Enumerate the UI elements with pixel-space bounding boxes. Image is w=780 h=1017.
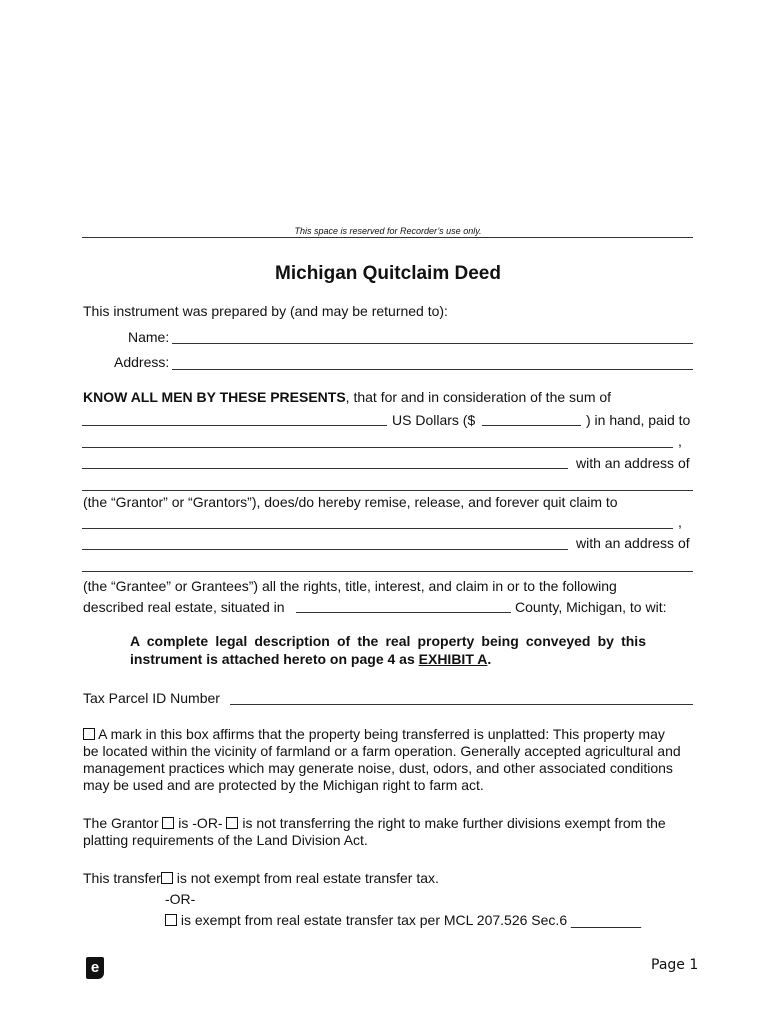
consideration-line xyxy=(83,389,611,405)
in-hand-label: ) in hand, paid to xyxy=(586,412,691,428)
grantee-with-address-label: with an address of xyxy=(576,535,690,551)
page-title: Michigan Quitclaim Deed xyxy=(275,263,501,284)
grantor-name-field[interactable] xyxy=(82,447,673,448)
division-paragraph xyxy=(83,815,695,849)
grantee-address-field-2[interactable] xyxy=(82,571,693,572)
transfer-lead-text: This transfer xyxy=(83,870,161,886)
prepared-by-text: This instrument was prepared by (and may be returned to): xyxy=(83,303,448,319)
name-field[interactable] xyxy=(172,343,693,344)
grantor-address-field-2[interactable] xyxy=(82,490,693,491)
situated-suffix: County, Michigan, to wit: xyxy=(515,599,667,615)
legal-description-line-2 xyxy=(130,650,646,668)
division-is-checkbox[interactable] xyxy=(162,817,174,829)
grantor-address-field-1[interactable] xyxy=(82,468,568,469)
transfer-line xyxy=(83,870,439,886)
grantee-address-field-1[interactable] xyxy=(82,549,568,550)
unplatted-line-1: A mark in this box affirms that the property being transferred is unplatted: This property may xyxy=(98,726,665,742)
address-field[interactable] xyxy=(172,369,693,370)
eforms-logo-letter: e xyxy=(90,959,100,976)
address-label: Address: xyxy=(114,354,170,370)
legal-description xyxy=(130,632,646,668)
legal-description-text: instrument is attached hereto on page 4 as xyxy=(130,651,419,667)
unplatted-paragraph xyxy=(83,726,695,794)
eforms-logo xyxy=(86,957,104,979)
not-exempt-checkbox[interactable] xyxy=(161,872,173,884)
consideration-text: , that for and in consideration of the sum of xyxy=(345,389,612,405)
unplatted-line-3: management practices which may generate noise, dust, odors, and other associated conditions xyxy=(83,760,673,776)
amount-number-field[interactable] xyxy=(482,425,581,426)
us-dollars-label: US Dollars ($ xyxy=(392,412,476,428)
division-grantor-text: The Grantor xyxy=(83,815,159,831)
exempt-text: is exempt from real estate transfer tax per MCL 207.526 Sec.6 _________ xyxy=(180,912,642,928)
unplatted-line-4: may be used and are protected by the Michigan right to farm act. xyxy=(83,777,484,793)
situated-prefix: described real estate, situated in xyxy=(83,599,285,615)
know-all-men-text: KNOW ALL MEN BY THESE PRESENTS xyxy=(83,389,346,405)
tax-parcel-label: Tax Parcel ID Number xyxy=(83,690,220,706)
unplatted-checkbox[interactable] xyxy=(83,728,95,740)
exempt-line xyxy=(165,912,641,928)
division-line-2: platting requirements of the Land Division Act. xyxy=(83,832,368,848)
exempt-checkbox[interactable] xyxy=(165,914,177,926)
recorder-divider xyxy=(82,237,693,238)
recorder-note: This space is reserved for Recorder’s use only. xyxy=(294,226,482,236)
division-is-not-text: is not transferring the right to make further divisions exempt from the xyxy=(242,815,666,831)
page-number: Page 1 xyxy=(651,957,699,973)
county-field[interactable] xyxy=(296,612,511,613)
grantee-clause: (the “Grantee” or Grantees”) all the rights, title, interest, and claim in or to the following xyxy=(83,578,617,594)
division-is-or-text: is -OR- xyxy=(178,815,223,831)
grantor-clause: (the “Grantor” or “Grantors”), does/do hereby remise, release, and forever quit claim to xyxy=(83,494,618,510)
amount-words-field[interactable] xyxy=(82,425,387,426)
grantor-with-address-label: with an address of xyxy=(576,455,690,471)
exhibit-a-link: EXHIBIT A xyxy=(418,651,488,667)
grantee-name-field[interactable] xyxy=(82,528,673,529)
grantor-name-comma: , xyxy=(678,433,682,449)
unplatted-line-2: be located within the vicinity of farmland or a farm operation. Generally accepted agricultural and xyxy=(83,743,681,759)
legal-description-period: . xyxy=(487,651,492,667)
legal-description-line-1: A complete legal description of the real property being conveyed by this xyxy=(130,633,646,649)
division-is-not-checkbox[interactable] xyxy=(226,817,238,829)
name-label: Name: xyxy=(128,329,170,345)
grantee-name-comma: , xyxy=(678,514,682,530)
tax-parcel-field[interactable] xyxy=(230,704,693,705)
not-exempt-text: is not exempt from real estate transfer tax. xyxy=(176,870,439,886)
transfer-or-text: -OR- xyxy=(165,891,196,907)
